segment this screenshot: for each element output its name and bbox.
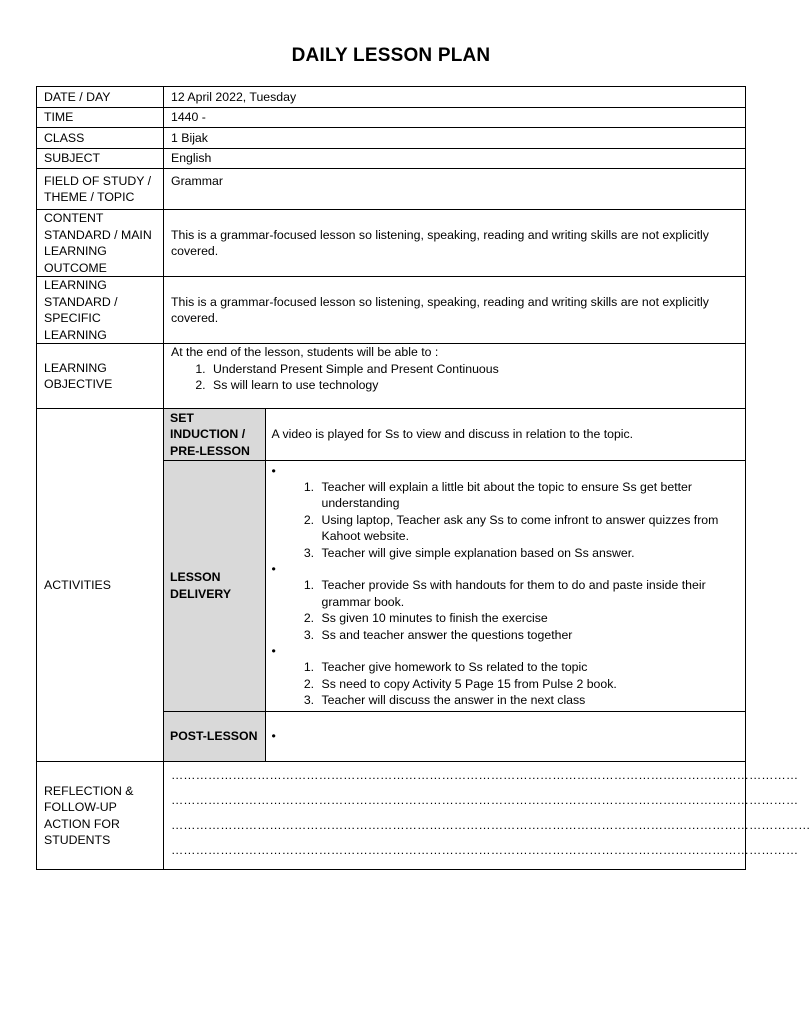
reflection-line: ………………………………………………………………………………………………………………………………………… xyxy=(171,818,810,832)
row-reflection xyxy=(37,762,746,870)
post-lesson-row xyxy=(164,711,745,761)
delivery-item: 2. Ss given 10 minutes to finish the exercise xyxy=(318,610,740,627)
class-value: 1 Bijak xyxy=(164,128,746,149)
subject-value: English xyxy=(164,149,746,169)
date-value: 12 April 2022, Tuesday xyxy=(164,87,746,108)
activities-label: ACTIVITIES xyxy=(37,409,164,762)
objective-cell xyxy=(164,344,746,409)
lesson-plan-table xyxy=(36,86,810,870)
row-time xyxy=(37,108,746,128)
delivery-list-2 xyxy=(272,577,740,643)
delivery-item: 3. Ss and teacher answer the questions together xyxy=(318,627,740,644)
delivery-list-1 xyxy=(272,479,740,562)
reflection-line: ……………………………………………………………………………………………………………………………………… xyxy=(171,793,799,807)
row-subject xyxy=(37,149,746,169)
set-induction-text: A video is played for Ss to view and discuss in relation to the topic. xyxy=(265,409,745,460)
activities-cell xyxy=(164,409,746,762)
objective-label: LEARNING OBJECTIVE xyxy=(37,344,164,409)
delivery-item: 1. Teacher will explain a little bit about the topic to ensure Ss get better understanding xyxy=(318,479,740,512)
row-content-standard xyxy=(37,210,746,277)
page-title: DAILY LESSON PLAN xyxy=(291,45,491,66)
bullet-marker: • xyxy=(271,463,276,478)
row-objective xyxy=(37,344,746,409)
field-value: Grammar xyxy=(164,169,746,210)
time-value: 1440 - xyxy=(164,108,746,128)
date-label: DATE / DAY xyxy=(37,87,164,108)
reflection-line: ……………………………………………………………………………………………………………………………………… xyxy=(171,843,799,857)
field-label: FIELD OF STUDY / THEME / TOPIC xyxy=(37,169,164,210)
delivery-item: 1. Teacher provide Ss with handouts for them to do and paste inside their grammar book. xyxy=(318,577,740,610)
objective-item: 2. Ss will learn to use technology xyxy=(209,377,738,394)
lesson-delivery-content xyxy=(265,460,745,711)
delivery-item: 3. Teacher will give simple explanation based on Ss answer. xyxy=(318,545,740,562)
activities-subtable xyxy=(164,409,745,761)
reflection-label: REFLECTION & FOLLOW-UP ACTION FOR STUDENTS xyxy=(37,762,164,870)
bullet-marker: • xyxy=(271,562,276,576)
set-induction-row xyxy=(164,409,745,460)
lesson-delivery-row xyxy=(164,460,745,711)
content-label: CONTENT STANDARD / MAIN LEARNING OUTCOME xyxy=(37,210,164,277)
delivery-item: 3. Teacher will discuss the answer in the next class xyxy=(318,692,740,709)
delivery-item: 2. Using laptop, Teacher ask any Ss to come infront to answer quizzes from Kahoot website. xyxy=(318,512,740,545)
time-label: TIME xyxy=(37,108,164,128)
row-learning-standard xyxy=(37,277,746,344)
lesson-delivery-label: LESSON DELIVERY xyxy=(164,460,265,711)
row-field xyxy=(37,169,746,210)
objective-item: 1. Understand Present Simple and Present Continuous xyxy=(209,361,738,378)
reflection-cell xyxy=(164,762,810,870)
objective-intro: At the end of the lesson, students will be able to : xyxy=(171,345,439,359)
row-class xyxy=(37,128,746,149)
bullet-marker: • xyxy=(271,644,276,658)
post-lesson-content xyxy=(265,711,745,761)
reflection-line: ……………………………………………………………………………………………………………………………………… xyxy=(171,768,799,782)
content-value: This is a grammar-focused lesson so listening, speaking, reading and writing skills are not explicitly covered. xyxy=(164,210,746,277)
learning-value: This is a grammar-focused lesson so listening, speaking, reading and writing skills are not explicitly covered. xyxy=(164,277,746,344)
delivery-item: 2. Ss need to copy Activity 5 Page 15 from Pulse 2 book. xyxy=(318,676,740,693)
row-date xyxy=(37,87,746,108)
delivery-list-3 xyxy=(272,659,740,709)
class-label: CLASS xyxy=(37,128,164,149)
bullet-marker: • xyxy=(271,729,276,743)
delivery-item: 1. Teacher give homework to Ss related to the topic xyxy=(318,659,740,676)
row-activities xyxy=(37,409,746,762)
learning-label: LEARNING STANDARD / SPECIFIC LEARNING xyxy=(37,277,164,344)
set-induction-label: SET INDUCTION / PRE-LESSON xyxy=(164,409,265,460)
objective-list xyxy=(171,361,738,394)
post-lesson-label: POST-LESSON xyxy=(164,711,265,761)
subject-label: SUBJECT xyxy=(37,149,164,169)
